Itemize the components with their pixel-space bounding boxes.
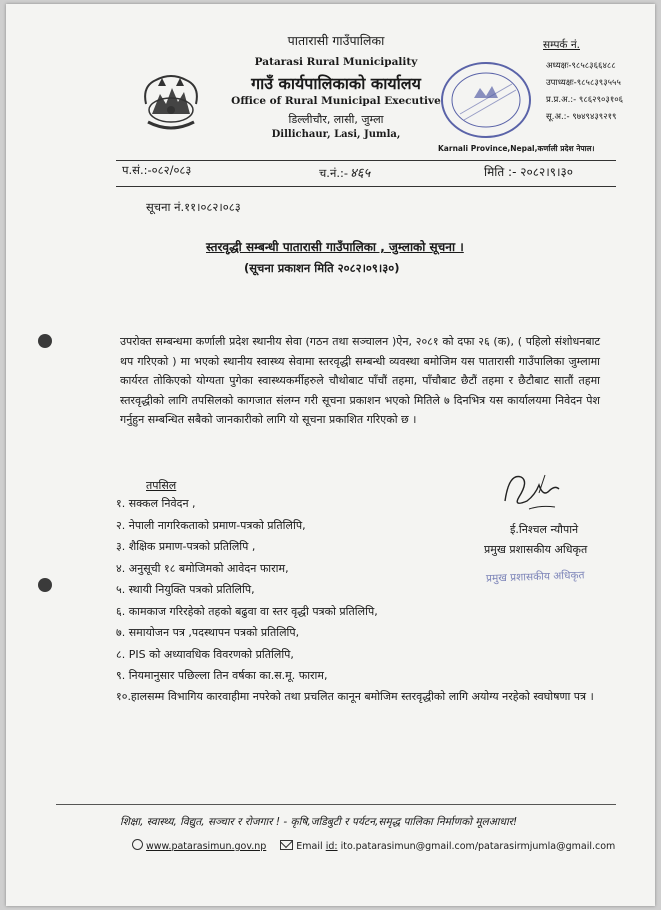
- office-name-english: Office of Rural Municipal Executive: [231, 95, 441, 107]
- contact-line: अध्यक्षः-९८५८३६६४८८: [546, 61, 616, 71]
- notice-body: उपरोक्त सम्बन्धमा कर्णाली प्रदेश स्थानीय सेवा (गठन तथा सञ्चालन )ऐन, २०८१ को दफा २६ (क), ( पहिलो संशोधनबाट थप गरिएको ) मा भएको स्थानीय स्वास्थ्य सेवामा स्तरवृद्धी सम्बन्धी व्यवस्था बमोजिम यस पातारासी गाउँपालिका जुम्लामा कार्यरत तोकिएको योग्यता पुगेका स्वास्थ्यकर्मीहरुले चौथोबाट पाँचौं तहमा, पाँचौबाट छैटौं तहमा र छैटौबाट सातौं तहमा स्तरवृद्धीको लागि तपसिलको कागजात संलग्न गरी सूचना प्रकाशन भएको मितिले ७ दिनभित्र यस कार्यालयमा निवेदन पेश गर्नुहुन सम्बन्धित सबैको जानकारीको लागि यो सूचना प्रकाशित गरिएको छ ।: [120, 335, 600, 426]
- dispatch-number: [319, 163, 370, 181]
- envelope-icon: [280, 840, 293, 850]
- list-item: ४. अनुसूची १८ बमोजिमको आवेदन फाराम,: [116, 561, 289, 575]
- contact-line: सू.अ.:- ९७४९४३९२१९: [546, 112, 617, 122]
- designation-seal: प्रमुख प्रशासकीय अधिकृत: [485, 569, 585, 585]
- list-item: २. नेपाली नागरिकताको प्रमाण-पत्रको प्रतिलिपि,: [116, 518, 306, 532]
- punch-hole: [38, 578, 52, 592]
- notice-title: स्तरवृद्धी सम्बन्धी पातारासी गाउँपालिका , जुम्लाको सूचना ।: [206, 240, 464, 254]
- list-item: ९. नियमानुसार पछिल्ला तिन वर्षका का.स.मू. फाराम,: [116, 669, 328, 682]
- reference-divider: [116, 186, 616, 187]
- issue-date: मिति :- २०८२।९।३०: [484, 165, 574, 179]
- email-id-label: id:: [325, 841, 338, 852]
- list-item: १. सक्कल निवेदन ,: [116, 497, 196, 510]
- contact-heading: सम्पर्क नं.: [543, 39, 580, 51]
- email-label: Email: [296, 841, 323, 852]
- attachments-heading: तपसिल: [146, 479, 177, 492]
- website-link[interactable]: www.patarasimun.gov.np: [146, 841, 267, 852]
- address-english: Dillichaur, Lasi, Jumla,: [271, 129, 401, 140]
- province-line: Karnali Province,Nepal,कर्णाली प्रदेश नेपाल।: [438, 144, 595, 153]
- footer-slogan: शिक्षा, स्वास्थ्य, विद्युत, सञ्चार र रोजगार ! - कृषि,जडिबुटी र पर्यटन,समृद्ध पालिका निर्माणको मूलआधार!: [120, 816, 518, 828]
- dispatch-label: च.नं.:-: [319, 166, 349, 180]
- header-divider: [116, 160, 616, 161]
- reference-number: प.सं.:-०८२/०८३: [122, 163, 192, 177]
- contact-list: [546, 58, 623, 126]
- office-stamp: [438, 60, 534, 140]
- list-item: १०.हालसम्म विभागिय कारवाहीमा नपरेको तथा प्रचलित कानून बमोजिम स्तरवृद्धीको लागि अयोग्य नरहेको स्वघोषणा पत्र ।: [116, 689, 594, 703]
- notice-number: सूचना नं.११।०८२।०८३: [146, 200, 241, 214]
- globe-icon: [132, 839, 143, 850]
- municipality-name-nepali: पातारासी गाउँपालिका: [287, 33, 385, 48]
- list-item: ८. PIS को अध्यावधिक विवरणको प्रतिलिपि,: [116, 647, 294, 661]
- contact-line: प्र.प्र.अ.:- ९८६२९०३१०६: [546, 95, 624, 105]
- dispatch-value: ४६५: [350, 166, 371, 181]
- email-address[interactable]: ito.patarasimun@gmail.com/patarasirmjumla@gmail.com: [337, 841, 616, 852]
- municipality-name-english: Patarasi Rural Municipality: [254, 56, 418, 68]
- document-page: [6, 4, 655, 906]
- signature-image: [499, 467, 565, 515]
- list-item: ५. स्थायी नियुक्ति पत्रको प्रतिलिपि,: [116, 583, 255, 596]
- list-item: ६. कामकाज गरिरहेको तहको बढुवा वा स्तर वृद्धी पत्रको प्रतिलिपि,: [116, 604, 378, 618]
- contact-line: उपाध्यक्षः-९८५८३९३५५५: [546, 78, 621, 88]
- list-item: ३. शैक्षिक प्रमाण-पत्रको प्रतिलिपि ,: [116, 540, 256, 553]
- officer-designation: प्रमुख प्रशासकीय अधिकृत: [484, 543, 588, 556]
- punch-hole: [38, 334, 52, 348]
- office-name-nepali: गाउँ कार्यपालिकाको कार्यालय: [251, 74, 421, 93]
- list-item: ७. समायोजन पत्र ,पदस्थापन पत्रको प्रतिलिपि,: [116, 626, 300, 639]
- footer-divider: [56, 804, 616, 805]
- officer-name: ई.निश्चल न्यौपाने: [510, 523, 579, 536]
- footer-links: [132, 839, 615, 852]
- address-nepali: डिल्लीचौर, लासी, जुम्ला: [288, 113, 384, 126]
- notice-subtitle: (सूचना प्रकाशन मिति २०८२।०९।३०): [244, 261, 400, 275]
